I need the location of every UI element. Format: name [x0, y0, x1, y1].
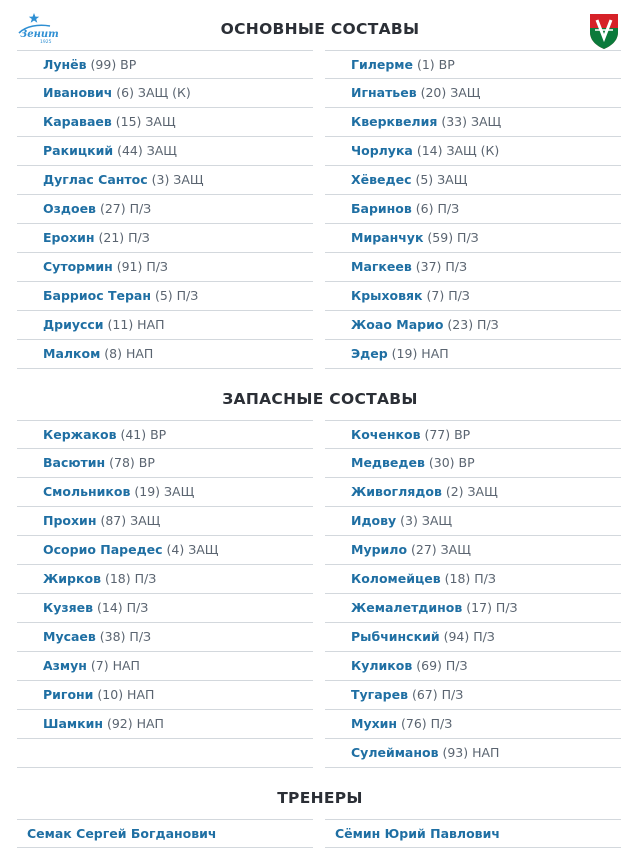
player-number-position: (7) НАП	[86, 658, 140, 673]
player-name[interactable]: Ригони	[43, 687, 94, 702]
svg-text:1925: 1925	[40, 40, 52, 45]
away-coach	[325, 819, 621, 848]
player-row[interactable]	[17, 340, 313, 369]
player-name[interactable]: Шамкин	[43, 716, 103, 731]
home-starting-list	[17, 50, 313, 369]
player-row[interactable]	[17, 195, 313, 224]
player-number-position: (20) ЗАЩ	[416, 85, 481, 100]
player-row[interactable]	[17, 478, 313, 507]
player-name[interactable]: Дуглас Сантос	[43, 172, 148, 187]
coach-row[interactable]	[17, 819, 313, 848]
player-name[interactable]: Сутормин	[43, 259, 113, 274]
player-number-position: (19) ЗАЩ	[130, 484, 195, 499]
player-name[interactable]: Рыбчинский	[351, 629, 440, 644]
lineups-header	[0, 0, 640, 52]
player-number-position: (27) ЗАЩ	[407, 542, 471, 557]
player-name[interactable]: Васютин	[43, 455, 106, 470]
player-number-position: (14) П/З	[93, 600, 149, 615]
player-number-position: (5) П/З	[151, 288, 199, 303]
player-row[interactable]	[17, 536, 313, 565]
svg-text:Зенит: Зенит	[20, 29, 59, 40]
player-name[interactable]: Иванович	[43, 85, 113, 100]
player-number-position: (91) П/З	[112, 259, 168, 274]
player-name[interactable]: Прохин	[43, 513, 97, 528]
player-row[interactable]	[17, 137, 313, 166]
player-row[interactable]	[17, 507, 313, 536]
player-name[interactable]: Жирков	[43, 571, 101, 586]
player-name[interactable]: Барриос Теран	[43, 288, 151, 303]
player-row[interactable]	[325, 565, 621, 594]
empty-player-row	[17, 739, 313, 768]
player-number-position: (41) ВР	[116, 427, 167, 442]
player-name[interactable]: Мурило	[351, 542, 408, 557]
player-number-position: (4) ЗАЩ	[162, 542, 219, 557]
player-name[interactable]: Магкеев	[351, 259, 412, 274]
player-row[interactable]	[17, 710, 313, 739]
player-name[interactable]: Игнатьев	[351, 85, 417, 100]
player-number-position: (2) ЗАЩ	[441, 484, 498, 499]
player-number-position: (18) П/З	[101, 571, 157, 586]
player-number-position: (21) П/З	[94, 230, 150, 245]
away-starting-list	[325, 50, 621, 369]
player-name[interactable]: Оздоев	[43, 201, 96, 216]
player-number-position: (92) НАП	[102, 716, 164, 731]
player-name[interactable]: Гилерме	[351, 57, 413, 72]
player-number-position: (77) ВР	[420, 427, 471, 442]
player-row[interactable]	[17, 565, 313, 594]
player-number-position: (6) П/З	[411, 201, 460, 216]
player-row[interactable]	[325, 224, 621, 253]
player-name[interactable]: Ерохин	[43, 230, 95, 245]
player-row[interactable]	[325, 681, 621, 710]
player-row[interactable]	[325, 449, 621, 478]
player-number-position: (44) ЗАЩ	[113, 143, 177, 158]
player-number-position: (3) ЗАЩ	[396, 513, 453, 528]
player-row[interactable]	[325, 739, 621, 768]
player-name[interactable]: Идову	[351, 513, 397, 528]
player-row[interactable]	[325, 420, 621, 449]
player-name[interactable]: Крыховяк	[351, 288, 423, 303]
player-row[interactable]	[17, 652, 313, 681]
player-name[interactable]: Кержаков	[43, 427, 117, 442]
player-row[interactable]	[17, 311, 313, 340]
player-number-position: (17) П/З	[462, 600, 518, 615]
player-name[interactable]: Эдер	[351, 346, 388, 361]
player-name[interactable]: Ракицкий	[43, 143, 114, 158]
player-number-position: (93) НАП	[438, 745, 500, 760]
player-row[interactable]	[17, 166, 313, 195]
player-row[interactable]	[325, 311, 621, 340]
player-number-position: (99) ВР	[86, 57, 137, 72]
substitutes-title: ЗАПАСНЫЕ СОСТАВЫ	[222, 390, 418, 408]
player-row[interactable]	[325, 478, 621, 507]
player-number-position: (19) НАП	[387, 346, 449, 361]
player-number-position: (5) ЗАЩ	[411, 172, 468, 187]
player-row[interactable]	[17, 108, 313, 137]
home-coach	[17, 819, 313, 848]
player-row[interactable]	[17, 50, 313, 79]
player-number-position: (67) П/З	[407, 687, 464, 702]
player-number-position: (76) П/З	[397, 716, 453, 731]
player-number-position: (33) ЗАЩ	[437, 114, 502, 129]
player-name[interactable]: Лунёв	[43, 57, 87, 72]
player-row[interactable]	[325, 166, 621, 195]
player-name[interactable]: Осорио Паредес	[43, 542, 163, 557]
player-row[interactable]	[325, 652, 621, 681]
player-row[interactable]	[17, 253, 313, 282]
player-row[interactable]	[325, 507, 621, 536]
player-row[interactable]	[325, 108, 621, 137]
player-number-position: (11) НАП	[103, 317, 165, 332]
player-number-position: (37) П/З	[411, 259, 467, 274]
player-number-position: (23) П/З	[443, 317, 499, 332]
player-name[interactable]: Мухин	[351, 716, 398, 731]
player-row[interactable]	[325, 253, 621, 282]
player-number-position: (14) ЗАЩ (К)	[412, 143, 500, 158]
starting-lineups-title: ОСНОВНЫЕ СОСТАВЫ	[220, 20, 420, 38]
player-number-position: (30) ВР	[424, 455, 475, 470]
player-name[interactable]: Медведев	[351, 455, 425, 470]
player-number-position: (7) П/З	[422, 288, 470, 303]
player-name[interactable]: Чорлука	[351, 143, 413, 158]
coach-row[interactable]	[325, 819, 621, 848]
player-name[interactable]: Сулейманов	[351, 745, 439, 760]
player-name[interactable]: Кузяев	[43, 600, 94, 615]
player-row[interactable]	[17, 79, 313, 108]
player-number-position: (69) П/З	[412, 658, 468, 673]
player-row[interactable]	[325, 282, 621, 311]
player-number-position: (87) ЗАЩ	[96, 513, 161, 528]
player-number-position: (38) П/З	[95, 629, 152, 644]
player-number-position: (1) ВР	[413, 57, 455, 72]
coach-name[interactable]: Сёмин Юрий Павлович	[335, 826, 500, 841]
player-number-position: (78) ВР	[105, 455, 155, 470]
player-row[interactable]	[325, 594, 621, 623]
player-number-position: (15) ЗАЩ	[111, 114, 176, 129]
player-name[interactable]: Мусаев	[43, 629, 96, 644]
player-row[interactable]	[17, 282, 313, 311]
player-name[interactable]: Жемалетдинов	[351, 600, 463, 615]
player-row[interactable]	[17, 449, 313, 478]
player-name[interactable]: Хёведес	[351, 172, 412, 187]
player-name[interactable]: Кверквелия	[351, 114, 438, 129]
player-name[interactable]: Коломейцев	[351, 571, 441, 586]
player-name[interactable]: Коченков	[351, 427, 421, 442]
player-name[interactable]: Баринов	[351, 201, 412, 216]
player-name[interactable]: Живоглядов	[351, 484, 442, 499]
away-substitutes-list	[325, 420, 621, 768]
player-name[interactable]: Азмун	[43, 658, 87, 673]
player-number-position: (6) ЗАЩ (К)	[112, 85, 191, 100]
player-name[interactable]: Миранчук	[351, 230, 424, 245]
player-number-position: (8) НАП	[100, 346, 154, 361]
player-name[interactable]: Куликов	[351, 658, 413, 673]
home-substitutes-list	[17, 420, 313, 768]
player-row[interactable]	[17, 420, 313, 449]
coaches-title: ТРЕНЕРЫ	[277, 789, 363, 807]
player-row[interactable]	[325, 536, 621, 565]
player-row[interactable]	[325, 50, 621, 79]
player-row[interactable]	[325, 710, 621, 739]
player-row[interactable]	[17, 594, 313, 623]
player-row[interactable]	[17, 681, 313, 710]
player-name[interactable]: Жоао Марио	[351, 317, 444, 332]
player-row[interactable]	[325, 79, 621, 108]
player-row[interactable]	[325, 195, 621, 224]
player-row[interactable]	[17, 224, 313, 253]
player-number-position: (10) НАП	[93, 687, 155, 702]
player-number-position: (18) П/З	[440, 571, 496, 586]
player-name[interactable]: Караваев	[43, 114, 112, 129]
player-number-position: (59) П/З	[423, 230, 479, 245]
player-number-position: (94) П/З	[439, 629, 495, 644]
player-number-position: (3) ЗАЩ	[147, 172, 204, 187]
player-number-position: (27) П/З	[95, 201, 152, 216]
player-row[interactable]	[325, 137, 621, 166]
player-row[interactable]	[325, 623, 621, 652]
lokomotiv-logo[interactable]	[586, 10, 622, 50]
player-name[interactable]: Малком	[43, 346, 101, 361]
player-name[interactable]: Дриусси	[43, 317, 104, 332]
player-name[interactable]: Тугарев	[351, 687, 408, 702]
player-row[interactable]	[17, 623, 313, 652]
player-name[interactable]: Смольников	[43, 484, 131, 499]
coach-name[interactable]: Семак Сергей Богданович	[27, 826, 217, 841]
player-row[interactable]	[325, 340, 621, 369]
